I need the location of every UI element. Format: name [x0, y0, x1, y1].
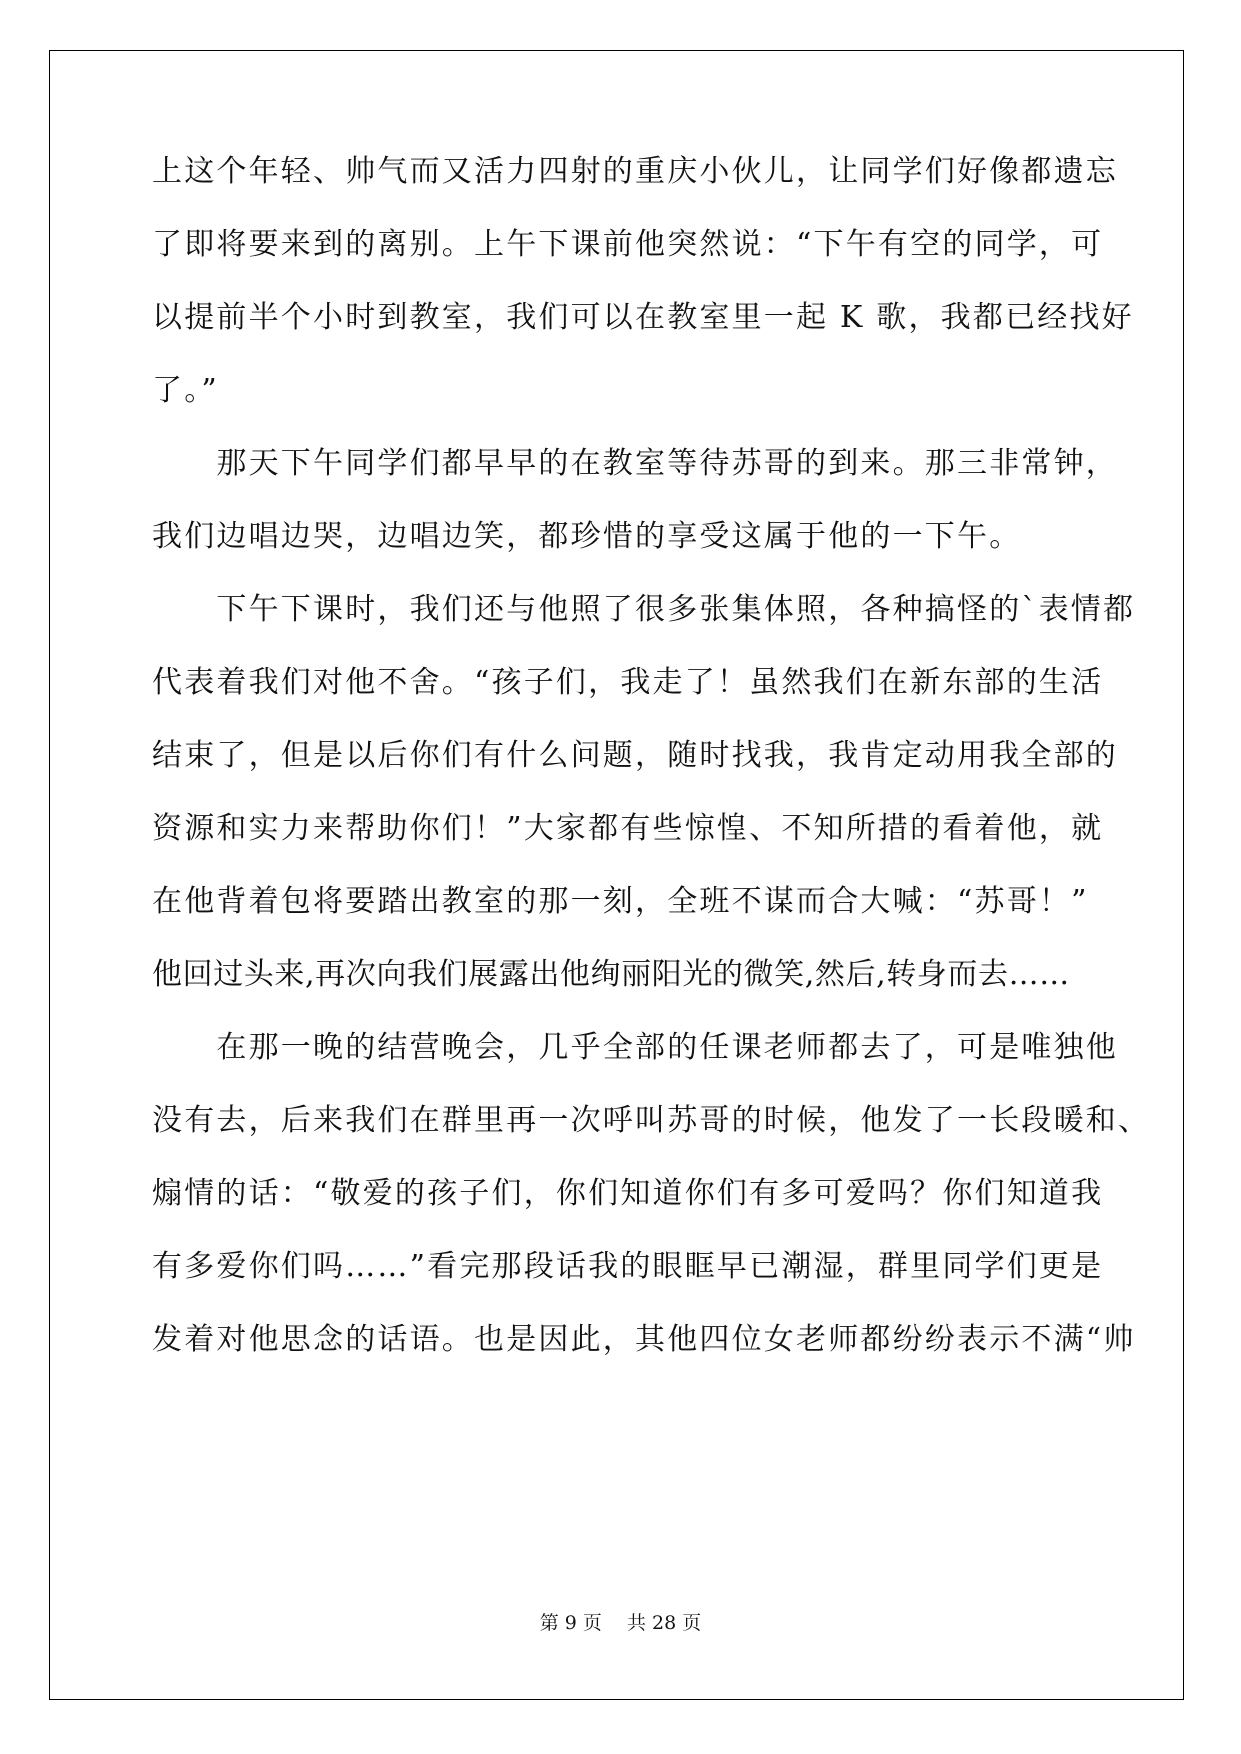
- page-border: [49, 50, 1184, 1700]
- text-line: 了。”: [152, 373, 219, 408]
- text-line: 我们边唱边哭，边唱边笑，都珍惜的享受这属于他的一下午。: [152, 519, 1022, 554]
- text-line: 代表着我们对他不舍。“孩子们，我走了！虽然我们在新东部的生活: [152, 665, 1104, 700]
- page-number-footer: 第 9 页 共 28 页: [539, 1612, 702, 1634]
- text-line: 在他背着包将要踏出教室的那一刻，全班不谋而合大喊：“苏哥！”: [152, 884, 1089, 919]
- text-line: 他回过头来,再次向我们展露出他绚丽阳光的微笑,然后,转身而去……: [152, 957, 1070, 992]
- text-line: 有多爱你们吗……”看完那段话我的眼眶早已潮湿，群里同学们更是: [152, 1249, 1104, 1284]
- text-line: 上这个年轻、帅气而又活力四射的重庆小伙儿，让同学们好像都遗忘: [152, 154, 1118, 189]
- text-line: 那天下午同学们都早早的在教室等待苏哥的到来。那三非常钟，: [152, 446, 1118, 481]
- text-line: 发着对他思念的话语。也是因此，其他四位女老师都纷纷表示不满“帅: [152, 1322, 1136, 1357]
- text-line: 了即将要来到的离别。上午下课前他突然说：“下午有空的同学，可: [152, 227, 1104, 262]
- text-line: 结束了，但是以后你们有什么问题，随时找我，我肯定动用我全部的: [152, 738, 1118, 773]
- text-line: 在那一晚的结营晚会，几乎全部的任课老师都去了，可是唯独他: [152, 1030, 1118, 1065]
- text-line: 以提前半个小时到教室，我们可以在教室里一起 K 歌，我都已经找好: [152, 300, 1134, 335]
- text-line: 下午下课时，我们还与他照了很多张集体照，各种搞怪的`表情都: [152, 592, 1136, 627]
- text-line: 没有去，后来我们在群里再一次呼叫苏哥的时候，他发了一长段暖和、: [152, 1103, 1151, 1138]
- text-line: 煽情的话：“敬爱的孩子们，你们知道你们有多可爱吗？你们知道我: [152, 1176, 1104, 1211]
- text-line: 资源和实力来帮助你们！”大家都有些惊惶、不知所措的看着他，就: [152, 811, 1104, 846]
